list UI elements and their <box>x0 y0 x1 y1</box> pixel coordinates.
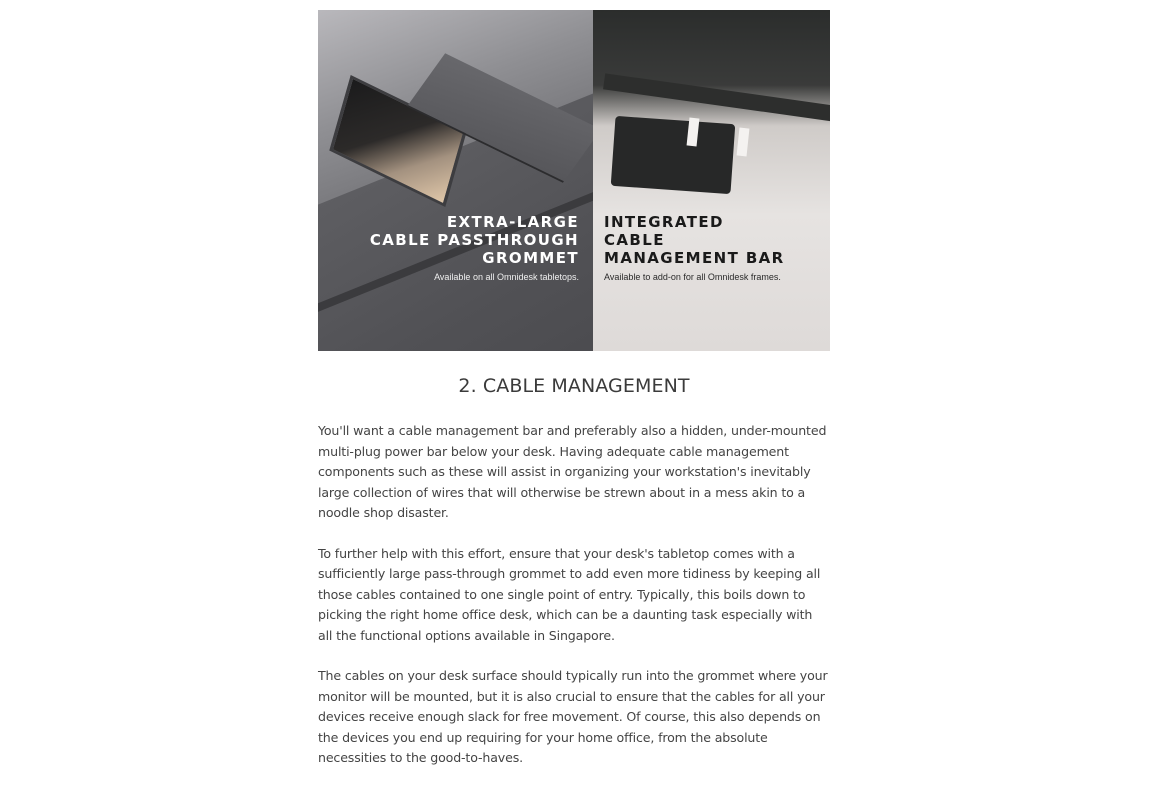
body-paragraph: To further help with this effort, ensure that your desk's tabletop comes with a sufficiently large pass-through grommet to add even more tidiness by keeping all those cables contained to one single point of entry. Typically, this boils down to picking the right home office desk, which can be a daunting task especially with all the functional options available in Singapore. <box>318 545 821 643</box>
grommet-photo-panel <box>318 10 593 351</box>
grommet-availability-note: Available on all Omnidesk tabletops. <box>434 272 579 282</box>
management-bar-title-line: INTEGRATED <box>604 213 724 231</box>
management-bar-availability-note: Available to add-on for all Omnidesk frames. <box>604 272 781 282</box>
cable-tray-graphic <box>611 116 736 194</box>
management-bar-caption <box>604 213 785 283</box>
management-bar-title-line: CABLE <box>604 231 665 249</box>
grommet-caption <box>370 213 579 283</box>
grommet-title-line: EXTRA-LARGE <box>446 213 579 231</box>
grommet-title <box>370 213 579 267</box>
desk-frame-graphic <box>603 73 830 122</box>
body-paragraph: You'll want a cable management bar and preferably also a hidden, under-mounted multi-plug power bar below your desk. Having adequate cable management components such as these will assist in organizing your workstation's inevitably large collection of wires that will otherwise be strewn about in a mess akin to a noodle shop disaster. <box>318 423 827 520</box>
grommet-title-line: GROMMET <box>482 249 579 267</box>
management-bar-photo-panel <box>593 10 830 351</box>
section-body <box>318 421 830 769</box>
hero-image <box>318 10 830 351</box>
grommet-title-line: CABLE PASSTHROUGH <box>369 231 579 249</box>
article-content <box>318 10 830 789</box>
tray-slot-graphic <box>737 128 750 157</box>
body-paragraph: The cables on your desk surface should typically run into the grommet where your monitor will be mounted, but it is also crucial to ensure that the cables for all your devices receive enough slack for free movement. Of course, this also depends on the devices you end up requiring for your home office, from the absolute necessities to the good-to-haves. <box>318 668 828 765</box>
section-heading: 2. CABLE MANAGEMENT <box>458 375 690 397</box>
management-bar-title-line: MANAGEMENT BAR <box>604 249 785 267</box>
management-bar-title <box>604 213 785 267</box>
